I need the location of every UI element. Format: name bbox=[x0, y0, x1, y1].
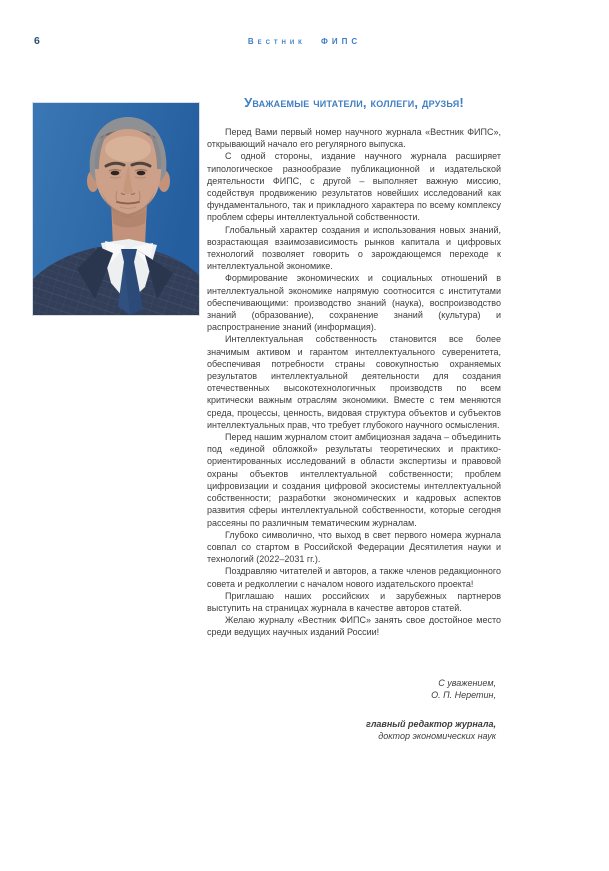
paragraph: Глубоко символично, что выход в свет первого номера журнала совпал со стартом в Российской Федерации Десятилетия науки и технологий (2022–2031 гг.). bbox=[207, 529, 501, 565]
paragraph: Приглашаю наших российских и зарубежных партнеров выступить на страницах журнала в качестве авторов статей. bbox=[207, 590, 501, 613]
paragraph: Желаю журналу «Вестник ФИПС» занять свое достойное место среди ведущих научных изданий России! bbox=[207, 615, 501, 638]
signature-role-block bbox=[207, 718, 496, 743]
paragraph: Перед нашим журналом стоит амбициозная задача – объединить под «единой обложкой» результаты теоретических и практико-ориентированных исследований в области экспертизы и правовой охраны объектов интеллектуальной собственности; проблем цифровизации и создания цифровой экосистемы интеллектуальной собственности; разработки экономических и кадровых аспектов развития сферы интеллектуальной собственности, которые сегодня рассеяны по различным тематическим журналам. bbox=[207, 432, 501, 528]
article-heading: Уважаемые читатели, коллеги, друзья! bbox=[244, 95, 464, 110]
signature-role-title: главный редактор журнала, bbox=[366, 718, 496, 729]
paragraph: Поздравляю читателей и авторов, а также членов редакционного совета и редколлегии с началом нового издательского проекта! bbox=[207, 566, 501, 589]
paragraph: Формирование экономических и социальных отношений в интеллектуальной экономике напрямую соотносится с институтами обеспечивающими: производство знаний (наука), воспроизводство знаний (образование), сохранение знаний (культура) и распространение знаний (информация). bbox=[207, 273, 501, 333]
paragraph: Перед Вами первый номер научного журнала «Вестник ФИПС», открывающий начало его регулярного выпуска. bbox=[207, 127, 501, 150]
paragraph: Интеллектуальная собственность становится все более значимым активом и гарантом интеллектуального суверенитета, обеспечивая потребности страны совокупностью охраняемых результатов интеллектуальной деятельности для создания отечественных высокотехнологичных производств по всем критически важным отраслям экономики. Вместе с тем меняются среда, процессы, ценность, видовая структура объектов и субъектов интеллектуальных прав, что требует глубокого научного осмысления. bbox=[207, 334, 501, 430]
paragraph: С одной стороны, издание научного журнала расширяет типологическое разнообразие публикационной и издательской деятельности ФИПС, с другой – выполняет важную миссию, содействуя продвижению результатов новейших исследований как фундаментального, так и прикладного характера по всему комплексу проблем сферы интеллектуальной собственности. bbox=[207, 151, 501, 223]
letter-content bbox=[207, 95, 501, 743]
signature-name: О. П. Неретин, bbox=[431, 690, 496, 701]
signature-block bbox=[207, 677, 501, 743]
portrait-illustration bbox=[33, 103, 199, 315]
journal-header-title: Вестник ФИПС bbox=[247, 37, 362, 46]
letter-body bbox=[207, 126, 501, 639]
signature-closing: С уважением, bbox=[438, 677, 496, 688]
page-number: 6 bbox=[34, 35, 40, 47]
editor-portrait-photo bbox=[33, 103, 199, 315]
paragraph: Глобальный характер создания и использования новых знаний, возрастающая взаимозависимость рынков капитала и цифровых технологий позволяет говорить о зарождающемся переходе к интеллектуальной экономике. bbox=[207, 224, 501, 272]
signature-role-degree: доктор экономических наук bbox=[378, 731, 496, 742]
